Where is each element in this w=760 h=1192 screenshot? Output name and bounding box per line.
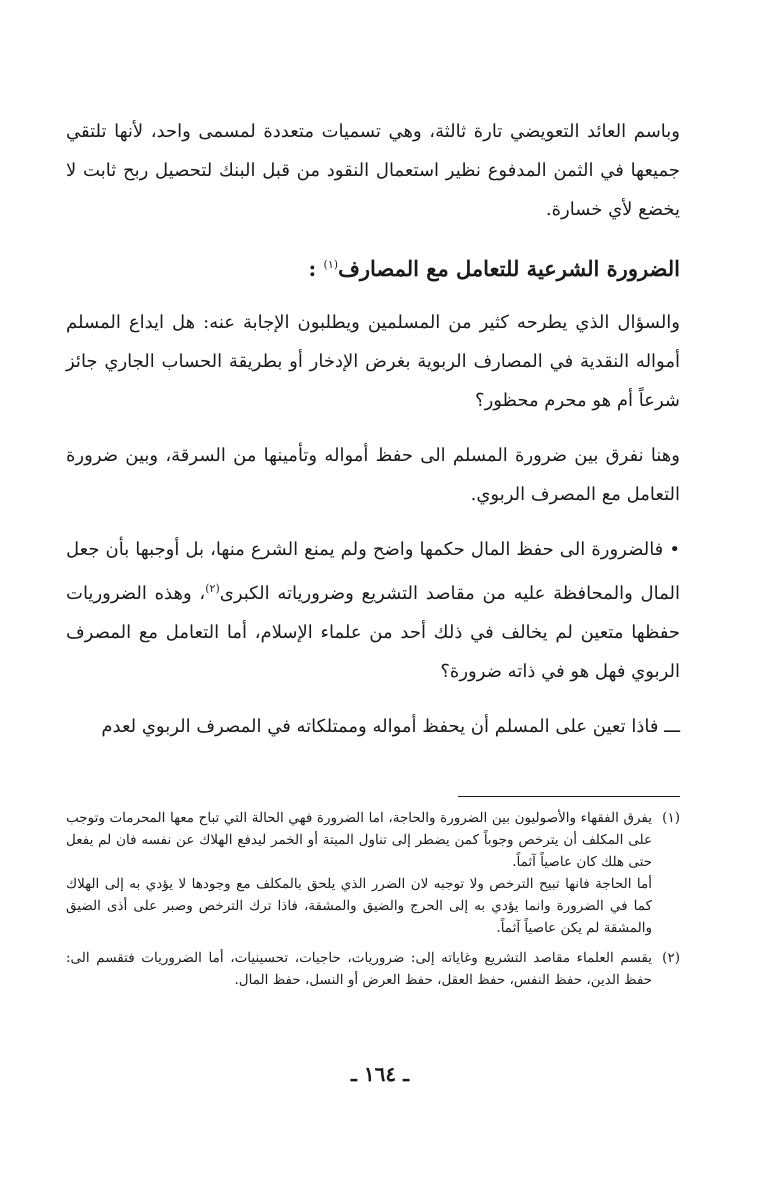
paragraph-continuation-text: فاذا تعين على المسلم أن يحفظ أمواله وممتلكاته في المصرف الربوي لعدم	[101, 716, 659, 737]
paragraph-necessity-text-b: ، وهذه الضروريات حفظها متعين لم يخالف في ذلك أحد من علماء الإسلام، أما التعامل مع المصرف الربوي فهل هو في ذاته ضرورة؟	[66, 583, 680, 682]
paragraph-distinction: وهنا نفرق بين ضرورة المسلم الى حفظ أمواله وتأمينها من السرقة، وبين ضرورة التعامل مع المصرف الربوي.	[66, 445, 680, 505]
page-number: ـ ١٦٤ ـ	[351, 1062, 409, 1086]
footnote-2-text: يقسم العلماء مقاصد التشريع وغاياته إلى: ضروريات، حاجيات، تحسينيات، أما الضروريات فتقسم الى: حفظ الدين، حفظ النفس، حفظ العقل، حفظ العرض أو النسل، حفظ المال.	[66, 950, 652, 988]
section-heading	[66, 245, 680, 289]
footnote-divider	[458, 796, 680, 797]
footnote-2	[66, 947, 680, 991]
section-heading-colon: :	[308, 256, 317, 281]
footnote-2-number: (٢)	[662, 950, 680, 966]
paragraph-continuation	[66, 707, 680, 746]
paragraph-necessity	[66, 530, 680, 691]
footnote-1-number: (١)	[662, 810, 680, 826]
paragraph-intro: وباسم العائد التعويضي تارة ثالثة، وهي تسميات متعددة لمسمى واحد، لأنها تلتقي جميعها في الثمن المدفوع نظير استعمال النقود من قبل البنك لتحصيل ربح ثابت لا يخضع لأي خسارة.	[66, 121, 680, 220]
footnotes	[66, 807, 680, 991]
paragraph-question: والسؤال الذي يطرحه كثير من المسلمين ويطلبون الإجابة عنه: هل ايداع المسلم أمواله النقدية في المصارف الربوية بغرض الإدخار أو بطريقة الحساب الجاري جائز شرعاً أم هو محرم محظور؟	[66, 312, 680, 411]
section-heading-text: الضرورة الشرعية للتعامل مع المصارف	[338, 256, 680, 281]
footnote-1	[66, 807, 680, 939]
bullet-marker: •	[669, 539, 680, 560]
paragraph-necessity-text-a: فالضرورة الى حفظ المال حكمها واضح ولم يمنع الشرع منها، بل أوجبها بأن جعل المال والمحافظة عليه من مقاصد التشريع وضرورياته الكبرى	[66, 539, 681, 604]
page-content	[66, 112, 680, 999]
footnote-1-text-a: يفرق الفقهاء والأصوليون بين الضرورة والحاجة، اما الضرورة فهي الحالة التي تباح معها المحرمات وتوجب على المكلف أن يترخص وجوباً كمن يضطر إلى تناول الميتة أو الخمر ليدفع الهلاك عن نفسه فان لم يفعل حتى هلك كان عاصياً آثماً.	[66, 810, 652, 870]
footnote-1-text-b: أما الحاجة فانها تبيح الترخص ولا توجبه لان الضرر الذي يلحق بالمكلف مع وجودها لا يؤدي به إلى الهلاك كما في الضرورة وانما يؤدي به إلى الحرج والضيق والمشقة، فاذا ترك الترخص وصبر على أذى الضيق والمشقة لم يكن عاصياً آثماً.	[66, 876, 652, 936]
dash-marker: ـــ	[664, 716, 680, 737]
footnote-ref-2[interactable]: (٢)	[205, 582, 220, 595]
footnote-ref-1[interactable]: (١)	[323, 258, 339, 271]
